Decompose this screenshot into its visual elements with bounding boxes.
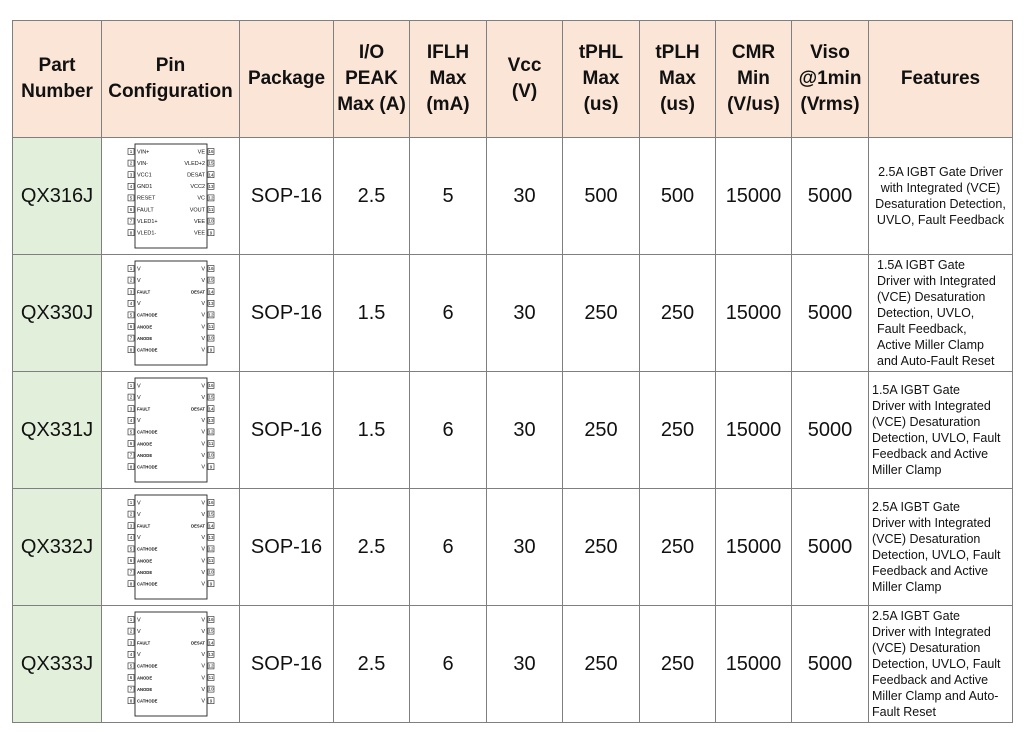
pin-label: CATHODE	[136, 698, 157, 704]
pin-number: 16	[207, 617, 214, 623]
header-line: Features	[900, 68, 981, 89]
features-line: Driver with Integrated	[872, 516, 991, 530]
pin-number: 10	[207, 218, 214, 224]
features-line: Driver with Integrated	[877, 274, 996, 288]
pin-label: V	[200, 394, 205, 401]
header-line: Max	[659, 68, 696, 89]
pin-number: 2	[129, 511, 132, 517]
pinout-diagram	[126, 610, 216, 718]
pin-label: VE	[197, 149, 205, 156]
table-row	[13, 372, 1013, 489]
pin-label: V	[200, 675, 205, 682]
pin-label: FAULT	[136, 640, 150, 646]
package-cell: SOP-16	[240, 606, 334, 723]
pin-label: V	[136, 277, 141, 284]
pin-number: 5	[129, 663, 132, 669]
pin-label: DESAT	[190, 640, 205, 646]
pinout-diagram	[126, 142, 216, 250]
iflh-cell: 6	[410, 372, 487, 489]
pin-label: V	[200, 581, 205, 588]
features-line: Feedback and Active	[872, 564, 989, 578]
pin-number: 16	[207, 383, 214, 389]
pinout-diagram	[126, 259, 216, 367]
pin-label: V	[200, 383, 205, 390]
viso-cell: 5000	[792, 489, 869, 606]
pin-number: 14	[207, 289, 214, 295]
header-line: tPHL	[578, 42, 624, 63]
pin-number: 5	[129, 312, 132, 318]
features-line: Detection, UVLO,	[877, 306, 975, 320]
pin-label: V	[136, 301, 141, 308]
part-number-cell: QX333J	[13, 606, 102, 723]
pin-number: 10	[207, 569, 214, 575]
features-cell	[869, 372, 1013, 489]
pin-number: 7	[129, 686, 132, 692]
pin-number: 13	[207, 417, 214, 423]
table-body	[13, 138, 1013, 723]
pin-number: 6	[129, 675, 132, 681]
header-part-number	[13, 21, 102, 138]
pin-label: RESET	[136, 195, 155, 202]
pin-number: 15	[207, 394, 214, 400]
header-features	[869, 21, 1013, 138]
features-line: Active Miller Clamp	[877, 338, 984, 352]
pin-number: 9	[209, 581, 212, 587]
pin-label: ANODE	[136, 675, 152, 681]
cmr-cell: 15000	[716, 372, 792, 489]
iflh-cell: 5	[410, 138, 487, 255]
header-line: Pin	[155, 55, 186, 76]
header-line: Max	[429, 68, 467, 89]
pin-label: V	[200, 347, 205, 354]
pin-number: 1	[129, 383, 132, 389]
pin-number: 2	[129, 160, 132, 166]
pin-number: 7	[129, 218, 132, 224]
pin-number: 7	[129, 335, 132, 341]
header-line: (V/us)	[727, 94, 780, 115]
header-line: IFLH	[426, 42, 470, 63]
pin-label: VEE	[193, 230, 205, 237]
part-number-cell: QX316J	[13, 138, 102, 255]
pin-number: 15	[207, 511, 214, 517]
header-cmr	[716, 21, 792, 138]
features-line: with Integrated (VCE)	[880, 181, 1001, 195]
pin-number: 11	[208, 675, 213, 681]
pin-number: 1	[129, 500, 132, 506]
table-header-row	[13, 21, 1013, 138]
pin-configuration-cell	[102, 489, 240, 606]
pin-number: 12	[207, 195, 214, 201]
pin-label: V	[136, 383, 141, 390]
features-line: 1.5A IGBT Gate	[872, 383, 961, 397]
pin-label: CATHODE	[136, 312, 157, 318]
pin-number: 12	[207, 546, 214, 552]
viso-cell: 5000	[792, 138, 869, 255]
header-line: (Vrms)	[800, 94, 860, 115]
pin-number: 2	[129, 394, 132, 400]
pin-number: 3	[129, 523, 132, 529]
cmr-cell: 15000	[716, 489, 792, 606]
features-cell	[869, 489, 1013, 606]
pin-label: VCC2	[189, 184, 205, 191]
vcc-cell: 30	[487, 255, 563, 372]
header-line: Package	[247, 68, 326, 89]
table-row	[13, 606, 1013, 723]
pin-number: 16	[207, 266, 214, 272]
comparison-table-container	[12, 20, 1013, 723]
pin-number: 6	[129, 441, 132, 447]
part-number-cell: QX332J	[13, 489, 102, 606]
pin-label: CATHODE	[136, 581, 157, 587]
pin-number: 9	[209, 230, 212, 236]
pin-label: DESAT	[190, 406, 205, 412]
pin-label: VLED+2	[183, 160, 205, 167]
pin-label: V	[136, 418, 141, 425]
package-cell: SOP-16	[240, 138, 334, 255]
pin-label: V	[200, 569, 205, 576]
pin-number: 3	[129, 640, 132, 646]
pin-label: V	[200, 266, 205, 273]
viso-cell: 5000	[792, 372, 869, 489]
pin-number: 9	[209, 698, 212, 704]
features-line: Driver with Integrated	[872, 399, 991, 413]
header-line: Viso	[810, 42, 850, 63]
package-cell: SOP-16	[240, 489, 334, 606]
pin-number: 15	[207, 277, 214, 283]
pin-number: 5	[129, 429, 132, 435]
pin-label: VOUT	[189, 207, 205, 214]
pin-number: 1	[129, 617, 132, 623]
pin-number: 2	[129, 277, 132, 283]
pin-label: V	[136, 500, 141, 507]
pin-number: 4	[129, 300, 132, 306]
pin-label: V	[200, 535, 205, 542]
pin-number: 15	[207, 628, 214, 634]
table-row	[13, 138, 1013, 255]
part-number-cell: QX330J	[13, 255, 102, 372]
pin-label: VIN+	[136, 149, 149, 156]
pin-number: 9	[209, 347, 212, 353]
pin-label: ANODE	[136, 686, 152, 692]
pin-label: V	[200, 628, 205, 635]
viso-cell: 5000	[792, 606, 869, 723]
pin-label: V	[200, 464, 205, 471]
features-cell	[869, 606, 1013, 723]
header-tplh	[640, 21, 716, 138]
vcc-cell: 30	[487, 606, 563, 723]
features-line: 2.5A IGBT Gate	[872, 609, 961, 623]
pin-number: 9	[209, 464, 212, 470]
pin-label: FAULT	[136, 289, 150, 295]
features-line: UVLO, Fault Feedback	[876, 213, 1005, 227]
features-cell	[869, 255, 1013, 372]
pin-number: 3	[129, 289, 132, 295]
pin-label: V	[136, 652, 141, 659]
pin-label: V	[200, 277, 205, 284]
pin-label: V	[200, 429, 205, 436]
features-line: Desaturation Detection,	[875, 197, 1006, 211]
pin-label: VEE	[193, 218, 205, 225]
features-line: (VCE) Desaturation	[877, 290, 986, 304]
pin-label: V	[200, 617, 205, 624]
pin-label: FAULT	[136, 406, 150, 412]
pin-number: 10	[207, 452, 214, 458]
pin-label: ANODE	[136, 569, 152, 575]
features-line: Miller Clamp	[872, 463, 942, 477]
pin-configuration-cell	[102, 372, 240, 489]
pin-label: CATHODE	[136, 663, 157, 669]
header-line: PEAK	[345, 68, 398, 89]
pin-label: V	[200, 511, 205, 518]
header-line: (V)	[511, 81, 538, 102]
features-line: Feedback and Active	[872, 447, 989, 461]
features-line: Driver with Integrated	[872, 625, 991, 639]
pin-label: CATHODE	[136, 347, 157, 353]
pin-number: 10	[207, 686, 214, 692]
vcc-cell: 30	[487, 489, 563, 606]
cmr-cell: 15000	[716, 606, 792, 723]
pin-label: V	[200, 312, 205, 319]
pin-configuration-cell	[102, 606, 240, 723]
pin-label: V	[200, 452, 205, 459]
pin-label: V	[136, 394, 141, 401]
cmr-cell: 15000	[716, 255, 792, 372]
header-line: tPLH	[655, 42, 700, 63]
features-cell	[869, 138, 1013, 255]
pin-number: 4	[129, 183, 132, 189]
pin-label: CATHODE	[136, 429, 157, 435]
pin-number: 14	[207, 406, 214, 412]
pin-number: 12	[207, 663, 214, 669]
features-line: 1.5A IGBT Gate	[877, 258, 966, 272]
iflh-cell: 6	[410, 606, 487, 723]
pin-number: 7	[129, 569, 132, 575]
header-viso	[792, 21, 869, 138]
pin-label: ANODE	[136, 441, 152, 447]
tplh-cell: 250	[640, 255, 716, 372]
features-line: (VCE) Desaturation	[872, 532, 981, 546]
header-line: (us)	[660, 94, 695, 115]
pin-number: 2	[129, 628, 132, 634]
pin-number: 4	[129, 417, 132, 423]
vcc-cell: 30	[487, 372, 563, 489]
pin-label: CATHODE	[136, 464, 157, 470]
pin-number: 4	[129, 651, 132, 657]
features-line: Miller Clamp	[872, 580, 942, 594]
pin-label: V	[200, 324, 205, 331]
pin-number: 5	[129, 546, 132, 552]
pin-label: VLED1+	[136, 218, 158, 225]
pin-number: 11	[208, 441, 213, 447]
pin-label: ANODE	[136, 452, 152, 458]
pin-number: 12	[207, 429, 214, 435]
pin-label: VCC1	[136, 172, 152, 179]
viso-cell: 5000	[792, 255, 869, 372]
features-line: Detection, UVLO, Fault	[872, 548, 1001, 562]
pin-label: V	[200, 500, 205, 507]
pin-label: V	[200, 663, 205, 670]
header-line: Vcc	[507, 55, 542, 76]
header-line: Max (A)	[337, 94, 406, 115]
package-cell: SOP-16	[240, 372, 334, 489]
pin-number: 4	[129, 534, 132, 540]
pin-label: V	[136, 628, 141, 635]
header-line: CMR	[731, 42, 776, 63]
pin-label: ANODE	[136, 324, 152, 330]
vcc-cell: 30	[487, 138, 563, 255]
pin-label: FAULT	[136, 523, 150, 529]
features-line: (VCE) Desaturation	[872, 415, 981, 429]
pin-number: 11	[208, 324, 213, 330]
pin-label: V	[200, 546, 205, 553]
tphl-cell: 500	[563, 138, 640, 255]
pin-label: V	[200, 441, 205, 448]
tphl-cell: 250	[563, 606, 640, 723]
iflh-cell: 6	[410, 255, 487, 372]
pin-number: 1	[129, 149, 132, 155]
pin-number: 12	[207, 312, 214, 318]
pin-number: 7	[129, 452, 132, 458]
pin-label: V	[200, 418, 205, 425]
io-peak-cell: 2.5	[334, 138, 410, 255]
tphl-cell: 250	[563, 372, 640, 489]
part-comparison-table	[12, 20, 1013, 723]
features-line: Fault Feedback,	[877, 322, 967, 336]
package-cell: SOP-16	[240, 255, 334, 372]
features-line: Feedback and Active	[872, 673, 989, 687]
header-package	[240, 21, 334, 138]
pinout-diagram	[126, 376, 216, 484]
pin-label: V	[200, 652, 205, 659]
header-line: Max	[582, 68, 620, 89]
pin-label: V	[200, 686, 205, 693]
io-peak-cell: 2.5	[334, 489, 410, 606]
tphl-cell: 250	[563, 255, 640, 372]
features-line: 2.5A IGBT Gate	[872, 500, 961, 514]
pin-number: 6	[129, 558, 132, 564]
pin-label: GND1	[136, 184, 152, 191]
pin-label: V	[136, 617, 141, 624]
pin-number: 8	[129, 230, 132, 236]
header-line: (us)	[583, 94, 619, 115]
pin-label: V	[200, 558, 205, 565]
pin-label: V	[200, 698, 205, 705]
pinout-diagram	[126, 493, 216, 601]
pin-number: 1	[129, 266, 132, 272]
header-line: I/O	[358, 42, 385, 63]
header-tphl	[563, 21, 640, 138]
features-line: Detection, UVLO, Fault	[872, 431, 1001, 445]
features-line: and Auto-Fault Reset	[877, 354, 995, 368]
cmr-cell: 15000	[716, 138, 792, 255]
pin-label: DESAT	[186, 172, 205, 179]
features-line: Detection, UVLO, Fault	[872, 657, 1001, 671]
header-iflh	[410, 21, 487, 138]
table-row	[13, 489, 1013, 606]
pin-configuration-cell	[102, 255, 240, 372]
header-line: Configuration	[108, 81, 233, 102]
features-line: 2.5A IGBT Gate Driver	[878, 165, 1003, 179]
header-line: (mA)	[426, 94, 470, 115]
pin-label: DESAT	[190, 523, 205, 529]
header-line: Number	[21, 81, 93, 102]
pin-number: 10	[207, 335, 214, 341]
pin-number: 3	[129, 406, 132, 412]
header-line: Part	[38, 55, 76, 76]
tplh-cell: 250	[640, 606, 716, 723]
pin-number: 6	[129, 207, 132, 213]
pin-number: 11	[208, 207, 213, 213]
header-line: Min	[737, 68, 770, 89]
pin-label: ANODE	[136, 335, 152, 341]
pin-label: VIN-	[136, 160, 148, 167]
header-line: @1min	[798, 68, 862, 89]
pin-label: V	[136, 535, 141, 542]
part-number-cell: QX331J	[13, 372, 102, 489]
pin-number: 8	[129, 464, 132, 470]
tphl-cell: 250	[563, 489, 640, 606]
pin-label: CATHODE	[136, 546, 157, 552]
pin-label: FAULT	[136, 207, 154, 214]
pin-number: 11	[208, 558, 213, 564]
tplh-cell: 250	[640, 489, 716, 606]
pin-label: V	[136, 511, 141, 518]
pin-number: 13	[207, 534, 214, 540]
pin-number: 16	[207, 500, 214, 506]
pin-number: 3	[129, 172, 132, 178]
pin-label: V	[200, 301, 205, 308]
features-line: Fault Reset	[872, 705, 936, 719]
pin-number: 15	[207, 160, 214, 166]
pin-label: ANODE	[136, 558, 152, 564]
pin-number: 13	[207, 183, 214, 189]
pin-label: V	[136, 266, 141, 273]
pin-number: 6	[129, 324, 132, 330]
pin-label: V	[200, 335, 205, 342]
pin-number: 14	[207, 640, 214, 646]
io-peak-cell: 2.5	[334, 606, 410, 723]
table-row	[13, 255, 1013, 372]
pin-label: DESAT	[190, 289, 205, 295]
io-peak-cell: 1.5	[334, 372, 410, 489]
iflh-cell: 6	[410, 489, 487, 606]
pin-number: 13	[207, 300, 214, 306]
tplh-cell: 250	[640, 372, 716, 489]
header-io-peak	[334, 21, 410, 138]
pin-label: VLED1-	[136, 230, 156, 237]
header-pin-configuration	[102, 21, 240, 138]
features-line: (VCE) Desaturation	[872, 641, 981, 655]
pin-number: 13	[207, 651, 214, 657]
tplh-cell: 500	[640, 138, 716, 255]
pin-number: 5	[129, 195, 132, 201]
pin-number: 8	[129, 698, 132, 704]
pin-number: 16	[207, 149, 214, 155]
pin-number: 14	[207, 172, 214, 178]
pin-number: 14	[207, 523, 214, 529]
header-vcc	[487, 21, 563, 138]
pin-label: VC	[196, 195, 205, 202]
io-peak-cell: 1.5	[334, 255, 410, 372]
features-line: Miller Clamp and Auto-	[872, 689, 999, 703]
pin-number: 8	[129, 347, 132, 353]
pin-configuration-cell	[102, 138, 240, 255]
pin-number: 8	[129, 581, 132, 587]
